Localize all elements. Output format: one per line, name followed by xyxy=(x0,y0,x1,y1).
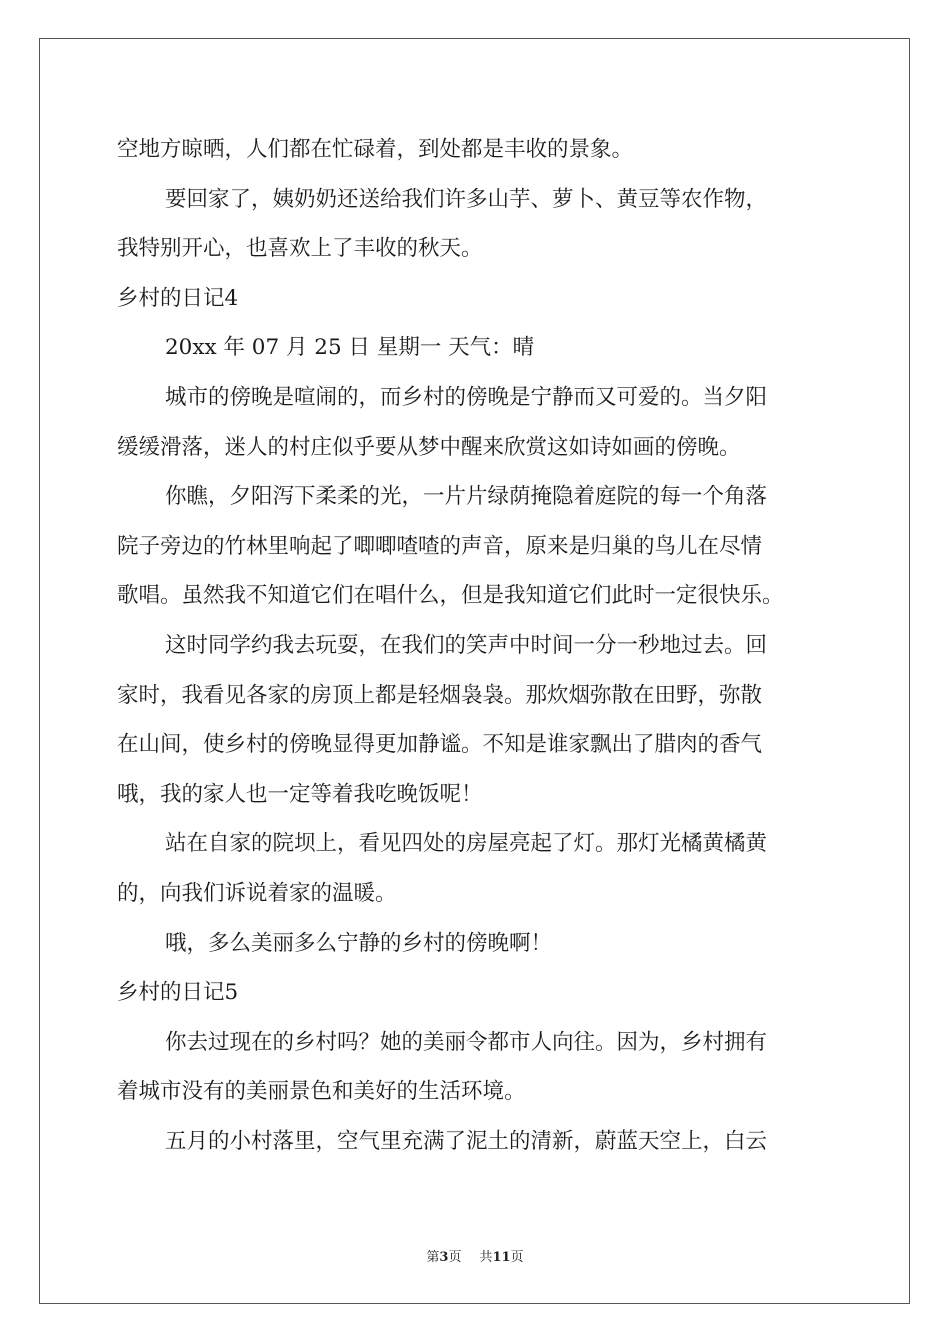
text-line: 城市的傍晚是喧闹的，而乡村的傍晚是宁静而又可爱的。当夕阳 xyxy=(165,384,768,410)
text-line: 缓缓滑落，迷人的村庄似乎要从梦中醒来欣赏这如诗如画的傍晚。 xyxy=(117,434,741,460)
page-suffix: 页 xyxy=(448,1250,462,1265)
document-body xyxy=(117,125,833,1166)
text-line: 家时，我看见各家的房顶上都是轻烟袅袅。那炊烟弥散在田野，弥散 xyxy=(117,682,763,708)
page-number: 3 xyxy=(439,1250,449,1265)
section-heading: 乡村的日记4 xyxy=(117,285,239,311)
text-line: 的，向我们诉说着家的温暖。 xyxy=(117,880,397,906)
text-line: 我特别开心，也喜欢上了丰收的秋天。 xyxy=(117,236,483,262)
text-line: 你去过现在的乡村吗？她的美丽令都市人向往。因为，乡村拥有 xyxy=(165,1029,768,1055)
text-line: 歌唱。虽然我不知道它们在唱什么，但是我知道它们此时一定很快乐。 xyxy=(117,583,784,609)
text-line: 站在自家的院坝上，看见四处的房屋亮起了灯。那灯光橘黄橘黄 xyxy=(165,831,768,857)
total-suffix: 页 xyxy=(510,1250,524,1265)
diary-date-line: 20xx 年 07 月 25 日 星期一 天气：晴 xyxy=(165,335,535,361)
total-prefix: 共 xyxy=(479,1250,493,1265)
text-line: 在山间，使乡村的傍晚显得更加静谧。不知是谁家飘出了腊肉的香气 xyxy=(117,732,763,758)
text-line: 哦，多么美丽多么宁静的乡村的傍晚啊！ xyxy=(165,930,553,956)
text-line: 你瞧，夕阳泻下柔柔的光，一片片绿荫掩隐着庭院的每一个角落 xyxy=(165,484,768,510)
text-line: 这时同学约我去玩耍，在我们的笑声中时间一分一秒地过去。回 xyxy=(165,632,768,658)
text-line: 空地方晾晒，人们都在忙碌着，到处都是丰收的景象。 xyxy=(117,137,634,162)
total-pages: 11 xyxy=(492,1250,511,1265)
text-line: 院子旁边的竹林里响起了唧唧喳喳的声音，原来是归巢的鸟儿在尽情 xyxy=(117,533,763,559)
text-line: 着城市没有的美丽景色和美好的生活环境。 xyxy=(117,1079,526,1105)
section-heading: 乡村的日记5 xyxy=(117,980,239,1006)
page-footer xyxy=(0,1246,950,1265)
text-line: 要回家了，姨奶奶还送给我们许多山芋、萝卜、黄豆等农作物， xyxy=(165,186,768,212)
text-line: 五月的小村落里，空气里充满了泥土的清新，蔚蓝天空上，白云 xyxy=(165,1128,768,1154)
page-prefix: 第 xyxy=(426,1250,440,1265)
text-line: 哦，我的家人也一定等着我吃晚饭呢！ xyxy=(117,781,483,807)
